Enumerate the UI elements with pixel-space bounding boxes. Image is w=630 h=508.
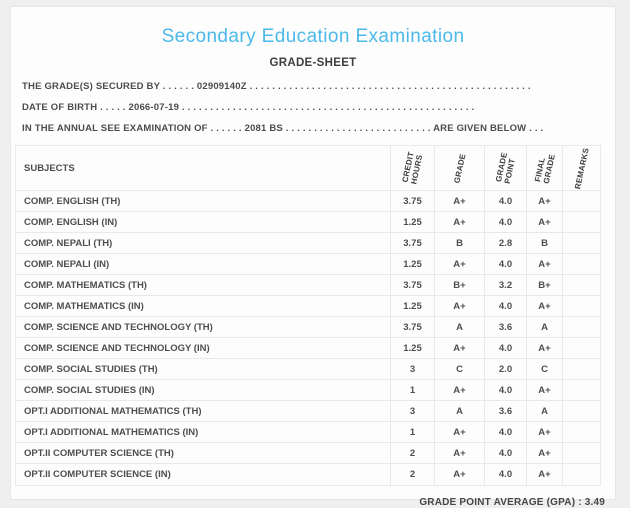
table-row <box>16 443 600 464</box>
subject-cell: OPT.I ADDITIONAL MATHEMATICS (TH) <box>24 405 202 417</box>
column-header-label: REMARKS <box>572 146 591 190</box>
grade-point-cell: 4.0 <box>484 443 526 463</box>
final-grade-cell: A+ <box>526 191 562 211</box>
grade-point-cell: 3.6 <box>484 401 526 421</box>
grade-cell: A+ <box>434 212 484 232</box>
credit-hours-cell: 1.25 <box>390 212 434 232</box>
grade-cell: A+ <box>434 338 484 358</box>
subject-cell: COMP. SOCIAL STUDIES (IN) <box>24 384 155 396</box>
credit-hours-cell: 2 <box>390 464 434 485</box>
remarks-cell <box>562 317 600 337</box>
subject-cell: COMP. SCIENCE AND TECHNOLOGY (TH) <box>24 321 213 333</box>
remarks-cell <box>562 359 600 379</box>
final-grade-cell: A+ <box>526 254 562 274</box>
page-title: Secondary Education Examination <box>161 26 465 47</box>
column-header-0 <box>390 146 434 190</box>
credit-hours-cell: 3 <box>390 401 434 421</box>
credit-hours-cell: 1 <box>390 380 434 400</box>
table-row <box>16 380 600 401</box>
remarks-cell <box>562 296 600 316</box>
subject-cell: COMP. NEPALI (IN) <box>24 258 110 270</box>
student-info <box>22 82 605 134</box>
grade-point-cell: 4.0 <box>484 464 526 485</box>
grade-cell: B <box>434 233 484 253</box>
grade-point-cell: 4.0 <box>484 338 526 358</box>
subject-cell: OPT.II COMPUTER SCIENCE (TH) <box>24 447 174 459</box>
grade-cell: A+ <box>434 443 484 463</box>
grade-cell: A <box>434 317 484 337</box>
subject-cell: COMP. MATHEMATICS (TH) <box>24 279 147 291</box>
remarks-cell <box>562 233 600 253</box>
remarks-cell <box>562 254 600 274</box>
credit-hours-cell: 1 <box>390 422 434 442</box>
date-of-birth-line: DATE OF BIRTH . . . . . 2066-07-19 . . . . . . . . . . . . . . . . . . . . . . . . . . . . . . . . . . . . . . . . . . . . . . . . . . . . <box>22 103 475 113</box>
column-header-label: GRADE POINT <box>493 151 517 185</box>
subject-cell: COMP. SOCIAL STUDIES (TH) <box>24 363 158 375</box>
remarks-cell <box>562 212 600 232</box>
grade-point-cell: 4.0 <box>484 380 526 400</box>
credit-hours-cell: 3.75 <box>390 275 434 295</box>
page-subtitle: GRADE-SHEET <box>269 57 357 69</box>
grade-point-cell: 2.0 <box>484 359 526 379</box>
table-row <box>16 464 600 485</box>
remarks-cell <box>562 443 600 463</box>
grade-cell: A+ <box>434 422 484 442</box>
remarks-cell <box>562 191 600 211</box>
credit-hours-cell: 3.75 <box>390 233 434 253</box>
table-row <box>16 338 600 359</box>
credit-hours-cell: 1.25 <box>390 254 434 274</box>
remarks-cell <box>562 401 600 421</box>
remarks-cell <box>562 422 600 442</box>
final-grade-cell: A+ <box>526 464 562 485</box>
final-grade-cell: A+ <box>526 443 562 463</box>
remarks-cell <box>562 464 600 485</box>
table-row <box>16 359 600 380</box>
gpa-summary: GRADE POINT AVERAGE (GPA) : 3.49 <box>419 497 605 508</box>
table-row <box>16 317 600 338</box>
grades-secured-by-line: THE GRADE(S) SECURED BY . . . . . . 02909140Z . . . . . . . . . . . . . . . . . . . . . . . . . . . . . . . . . . . . . . . . . . . . . . . . . . <box>22 82 531 92</box>
grade-point-cell: 4.0 <box>484 191 526 211</box>
table-row <box>16 296 600 317</box>
table-row <box>16 212 600 233</box>
table-header-row <box>16 146 600 191</box>
grade-sheet-card <box>10 6 616 508</box>
column-header-2 <box>484 146 526 190</box>
grade-point-cell: 2.8 <box>484 233 526 253</box>
remarks-cell <box>562 380 600 400</box>
table-row <box>16 254 600 275</box>
credit-hours-cell: 1.25 <box>390 338 434 358</box>
column-header-3 <box>526 146 562 190</box>
final-grade-cell: A+ <box>526 338 562 358</box>
final-grade-cell: A+ <box>526 212 562 232</box>
final-grade-cell: B+ <box>526 275 562 295</box>
grade-point-cell: 4.0 <box>484 296 526 316</box>
table-row <box>16 191 600 212</box>
final-grade-cell: B <box>526 233 562 253</box>
table-row <box>16 233 600 254</box>
subject-cell: COMP. SCIENCE AND TECHNOLOGY (IN) <box>24 342 210 354</box>
examination-year-line: IN THE ANNUAL SEE EXAMINATION OF . . . . . . 2081 BS . . . . . . . . . . . . . . . . . . . . . . . . . . ARE GIVEN BELOW . . . <box>22 124 544 134</box>
final-grade-cell: A+ <box>526 380 562 400</box>
final-grade-cell: C <box>526 359 562 379</box>
grade-point-cell: 4.0 <box>484 254 526 274</box>
subject-cell: OPT.II COMPUTER SCIENCE (IN) <box>24 469 171 480</box>
credit-hours-cell: 3.75 <box>390 191 434 211</box>
table-body <box>16 191 600 485</box>
subject-cell: COMP. MATHEMATICS (IN) <box>24 300 144 312</box>
column-header-label: CREDIT HOURS <box>400 150 425 186</box>
final-grade-cell: A+ <box>526 296 562 316</box>
remarks-cell <box>562 338 600 358</box>
subject-cell: COMP. NEPALI (TH) <box>24 237 113 249</box>
final-grade-cell: A <box>526 401 562 421</box>
grade-point-cell: 3.2 <box>484 275 526 295</box>
grade-cell: B+ <box>434 275 484 295</box>
grade-point-cell: 4.0 <box>484 212 526 232</box>
grade-cell: A+ <box>434 191 484 211</box>
column-header-4 <box>562 146 600 190</box>
grade-cell: A+ <box>434 254 484 274</box>
grade-cell: A+ <box>434 464 484 485</box>
column-header-label: FINAL GRADE <box>532 153 557 185</box>
credit-hours-cell: 1.25 <box>390 296 434 316</box>
column-header-1 <box>434 146 484 190</box>
remarks-cell <box>562 275 600 295</box>
grade-point-cell: 4.0 <box>484 422 526 442</box>
grades-table <box>15 145 601 486</box>
grade-cell: A <box>434 401 484 421</box>
subjects-column-header: SUBJECTS <box>24 162 75 174</box>
table-row <box>16 401 600 422</box>
subject-cell: COMP. ENGLISH (TH) <box>24 195 121 207</box>
credit-hours-cell: 2 <box>390 443 434 463</box>
table-row <box>16 275 600 296</box>
table-row <box>16 422 600 443</box>
credit-hours-cell: 3 <box>390 359 434 379</box>
column-header-label: GRADE <box>451 152 468 184</box>
grade-cell: A+ <box>434 380 484 400</box>
final-grade-cell: A <box>526 317 562 337</box>
subject-cell: COMP. ENGLISH (IN) <box>24 216 118 228</box>
grade-cell: C <box>434 359 484 379</box>
credit-hours-cell: 3.75 <box>390 317 434 337</box>
subject-cell: OPT.I ADDITIONAL MATHEMATICS (IN) <box>24 426 199 438</box>
grade-cell: A+ <box>434 296 484 316</box>
final-grade-cell: A+ <box>526 422 562 442</box>
grade-point-cell: 3.6 <box>484 317 526 337</box>
